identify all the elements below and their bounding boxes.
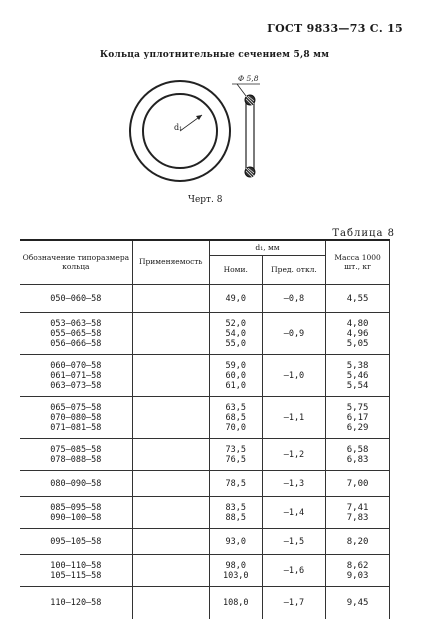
mass-cell-line: 6,58	[346, 444, 369, 455]
designation-cell-line: 050—060—58	[50, 293, 102, 304]
applicability-cell	[132, 285, 209, 313]
designation-cell-line: 060—070—58	[50, 360, 102, 371]
nominal-cell-line: 73,5	[225, 444, 246, 455]
applicability-cell	[132, 555, 209, 587]
applicability-cell	[132, 587, 209, 619]
table-row	[20, 439, 390, 471]
mass-cell-line: 6,29	[346, 422, 369, 433]
nominal-cell	[209, 529, 262, 555]
mass-cell-line: 5,75	[346, 402, 369, 413]
designation-cell	[20, 587, 132, 619]
tolerance-cell: —1,4	[262, 497, 326, 529]
designation-cell-line: 070—080—58	[50, 412, 102, 423]
nominal-cell	[209, 555, 262, 587]
designation-cell-line: 053—063—58	[50, 318, 102, 329]
mass-cell-line: 6,17	[346, 412, 369, 423]
nominal-cell	[209, 439, 262, 471]
tolerance-cell: —0,9	[262, 313, 326, 355]
specification-table	[20, 239, 390, 619]
header-tolerance: Пред. откл.	[262, 256, 326, 285]
section-label: Φ 5,8	[238, 74, 259, 83]
designation-cell	[20, 497, 132, 529]
table-row	[20, 471, 390, 497]
nominal-cell-line: 103,0	[222, 570, 249, 581]
designation-cell	[20, 529, 132, 555]
designation-cell	[20, 471, 132, 497]
applicability-cell	[132, 497, 209, 529]
nominal-cell-line: 78,5	[225, 478, 246, 489]
applicability-cell	[132, 471, 209, 497]
nominal-cell	[209, 285, 262, 313]
nominal-cell-line: 88,5	[225, 512, 246, 523]
tolerance-cell: —1,0	[262, 355, 326, 397]
tolerance-cell: —1,7	[262, 587, 326, 619]
nominal-cell	[209, 497, 262, 529]
figure-caption: Черт. 8	[188, 195, 223, 205]
nominal-cell-line: 61,0	[225, 380, 246, 391]
mass-cell	[326, 313, 390, 355]
header-nominal: Номи.	[209, 256, 262, 285]
applicability-cell	[132, 529, 209, 555]
nominal-cell	[209, 355, 262, 397]
header-applicability: Применяемость	[132, 240, 209, 285]
nominal-cell-line: 52,0	[225, 318, 246, 329]
designation-cell-line: 063—073—58	[50, 380, 102, 391]
designation-cell-line: 075—085—58	[50, 444, 102, 455]
mass-cell	[326, 555, 390, 587]
table-row	[20, 397, 390, 439]
mass-cell-line: 7,00	[346, 478, 369, 489]
nominal-cell	[209, 313, 262, 355]
table-title: Таблица 8	[332, 228, 395, 239]
designation-cell-line: 056—066—58	[50, 338, 102, 349]
mass-cell	[326, 471, 390, 497]
mass-cell-line: 9,45	[346, 597, 369, 608]
mass-cell	[326, 529, 390, 555]
applicability-cell	[132, 397, 209, 439]
designation-cell-line: 055—065—58	[50, 328, 102, 339]
nominal-cell-line: 60,0	[225, 370, 246, 381]
designation-cell	[20, 285, 132, 313]
designation-cell-line: 085—095—58	[50, 502, 102, 513]
mass-cell	[326, 285, 390, 313]
header-designation: Обозначение типоразмера кольца	[20, 240, 132, 285]
designation-cell-line: 110—120—58	[50, 597, 102, 608]
applicability-cell	[132, 355, 209, 397]
tolerance-cell: —1,2	[262, 439, 326, 471]
designation-cell	[20, 355, 132, 397]
mass-cell-line: 7,41	[346, 502, 369, 513]
nominal-cell	[209, 397, 262, 439]
nominal-cell-line: 93,0	[225, 536, 246, 547]
page-header: ГОСТ 9833—73 С. 15	[267, 22, 403, 35]
mass-cell-line: 9,03	[346, 570, 369, 581]
nominal-cell-line: 49,0	[225, 293, 246, 304]
applicability-cell	[132, 439, 209, 471]
tolerance-cell: —1,3	[262, 471, 326, 497]
table-row	[20, 285, 390, 313]
mass-cell-line: 4,80	[346, 318, 369, 329]
mass-cell	[326, 497, 390, 529]
tolerance-cell: —1,1	[262, 397, 326, 439]
table-row	[20, 497, 390, 529]
mass-cell-line: 5,54	[346, 380, 369, 391]
nominal-cell-line: 54,0	[225, 328, 246, 339]
header-d1: d₁, мм	[209, 240, 325, 256]
diameter-label: d₁	[174, 123, 183, 132]
tolerance-cell: —1,5	[262, 529, 326, 555]
mass-cell-line: 8,20	[346, 536, 369, 547]
designation-cell-line: 095—105—58	[50, 536, 102, 547]
applicability-cell	[132, 313, 209, 355]
designation-cell-line: 100—110—58	[50, 560, 102, 571]
mass-cell-line: 5,38	[346, 360, 369, 371]
mass-cell-line: 6,83	[346, 454, 369, 465]
designation-cell-line: 065—075—58	[50, 402, 102, 413]
nominal-cell-line: 83,5	[225, 502, 246, 513]
mass-cell	[326, 355, 390, 397]
mass-cell-line: 5,46	[346, 370, 369, 381]
mass-cell-line: 5,05	[346, 338, 369, 349]
header-mass: Масса 1000 шт., кг	[326, 240, 390, 285]
mass-cell	[326, 439, 390, 471]
table-row	[20, 355, 390, 397]
mass-cell	[326, 587, 390, 619]
designation-cell-line: 090—100—58	[50, 512, 102, 523]
mass-cell	[326, 397, 390, 439]
designation-cell-line: 071—081—58	[50, 422, 102, 433]
table-row	[20, 529, 390, 555]
nominal-cell-line: 70,0	[225, 422, 246, 433]
nominal-cell-line: 108,0	[222, 597, 249, 608]
nominal-cell	[209, 471, 262, 497]
nominal-cell	[209, 587, 262, 619]
designation-cell	[20, 555, 132, 587]
designation-cell-line: 105—115—58	[50, 570, 102, 581]
nominal-cell-line: 63,5	[225, 402, 246, 413]
nominal-cell-line: 98,0	[225, 560, 246, 571]
table-row	[20, 587, 390, 619]
table-row	[20, 313, 390, 355]
mass-cell-line: 7,83	[346, 512, 369, 523]
o-ring-drawing	[120, 68, 280, 193]
nominal-cell-line: 68,5	[225, 412, 246, 423]
nominal-cell-line: 59,0	[225, 360, 246, 371]
mass-cell-line: 4,96	[346, 328, 369, 339]
nominal-cell-line: 55,0	[225, 338, 246, 349]
designation-cell	[20, 313, 132, 355]
section-subtitle: Кольца уплотнительные сечением 5,8 мм	[99, 50, 330, 60]
tolerance-cell: —0,8	[262, 285, 326, 313]
mass-cell-line: 8,62	[346, 560, 369, 571]
nominal-cell-line: 76,5	[225, 454, 246, 465]
designation-cell	[20, 439, 132, 471]
table-row	[20, 555, 390, 587]
designation-cell-line: 061—071—58	[50, 370, 102, 381]
designation-cell-line: 080—090—58	[50, 478, 102, 489]
designation-cell-line: 078—088—58	[50, 454, 102, 465]
tolerance-cell: —1,6	[262, 555, 326, 587]
mass-cell-line: 4,55	[346, 293, 369, 304]
designation-cell	[20, 397, 132, 439]
